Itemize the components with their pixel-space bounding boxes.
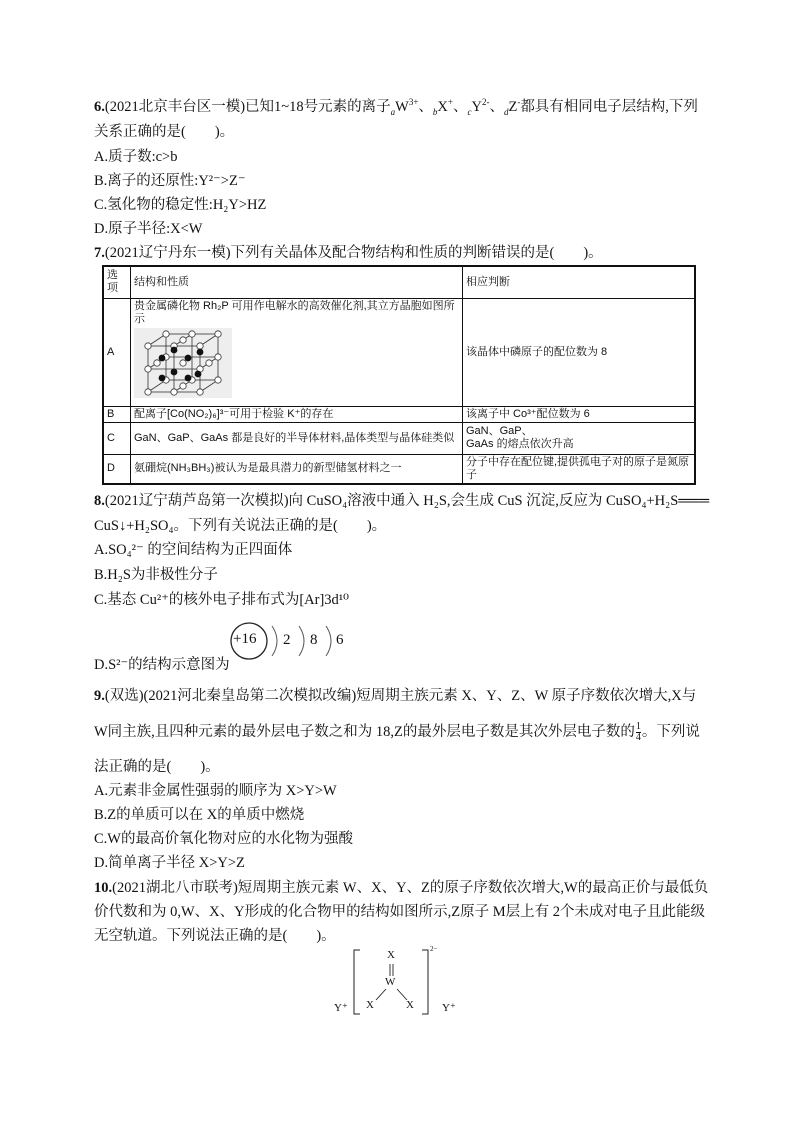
shell-3-electrons: 6 bbox=[336, 632, 344, 648]
atom-x-top: X bbox=[387, 949, 395, 961]
shell-1-electrons: 2 bbox=[283, 632, 291, 648]
q9-stem-line1: 9.(双选)(2021河北秦皇岛第二次模拟改编)短周期主族元素 X、Y、Z、W 原子序数依次增大,X与 bbox=[94, 688, 697, 704]
q9-stem-line3: 法正确的是( )。 bbox=[94, 759, 220, 775]
atom-x-left: X bbox=[366, 999, 374, 1011]
q10-stem-line2: 价代数和为 0,W、X、Y形成的化合物甲的结构如图所示,Z原子 M层上有 2个未成对电子且此能级 bbox=[94, 904, 706, 920]
q7-row-d bbox=[103, 454, 695, 484]
q7-row-b bbox=[103, 406, 695, 422]
q6-option-b: B.离子的还原性:Y²⁻>Z⁻ bbox=[94, 173, 246, 189]
atom-x-right: X bbox=[406, 999, 414, 1011]
q7-header-option: 选项 bbox=[103, 266, 131, 298]
q7-row-c-option: C bbox=[103, 422, 131, 454]
q7-row-c bbox=[103, 422, 695, 454]
q7-table bbox=[102, 265, 696, 485]
q9-stem-text: (双选)(2021河北秦皇岛第二次模拟改编)短周期主族元素 X、Y、Z、W 原子序数依次增大,X与 bbox=[104, 688, 697, 704]
q7-row-c-judgment: GaN、GaP、 GaAs 的熔点依次升高 bbox=[463, 422, 696, 454]
q6-stem-line2: 关系正确的是( )。 bbox=[94, 124, 235, 140]
q8-stem-text: (2021辽宁葫芦岛第一次模拟)向 CuSO₄溶液中通入 H₂S,会生成 CuS 沉淀,反应为 CuSO₄+H₂S═══ bbox=[104, 493, 710, 509]
q10-number: 10 bbox=[94, 880, 109, 896]
q9-stem-text-2: W同主族,且四种元素的最外层电子数之和为 18,Z的最外层电子数是其次外层电子数的 bbox=[94, 723, 635, 740]
anion-charge: 2− bbox=[430, 945, 438, 953]
q9-stem-line2 bbox=[94, 722, 700, 743]
q7-row-c-text: GaN、GaP、GaAs 都是良好的半导体材料,晶体类型与晶体硅类似 bbox=[131, 422, 463, 454]
q7-row-b-option: B bbox=[103, 406, 131, 422]
sulfide-ion-diagram bbox=[228, 618, 358, 664]
q7-row-a bbox=[103, 298, 695, 406]
q7-row-a-option: A bbox=[103, 298, 131, 406]
q6-number: 6 bbox=[94, 99, 102, 115]
q9-option-c: C.W的最高价氧化物对应的水化物为强酸 bbox=[94, 831, 353, 847]
fraction-numerator: 1 bbox=[635, 721, 641, 732]
nucleus-charge: +16 bbox=[233, 631, 257, 647]
q6-stem-text: (2021北京丰台区一模)已知1~18号元素的离子 bbox=[104, 99, 391, 115]
q7-row-d-judgment: 分子中存在配位键,提供孤电子对的原子是氮原子 bbox=[463, 454, 696, 484]
q7-row-a-text: 贵金属磷化物 Rh₂P 可用作电解水的高效催化剂,其立方晶胞如图所示 bbox=[134, 299, 455, 325]
q10-stem-line1: 10.(2021湖北八市联考)短周期主族元素 W、X、Y、Z的原子序数依次增大,W的最高正价与最低负 bbox=[94, 880, 709, 896]
q8-option-a: A.SO₄²⁻ 的空间结构为正四面体 bbox=[94, 542, 293, 558]
fraction-denominator: 4 bbox=[635, 732, 641, 743]
q8-option-c: C.基态 Cu²⁺的核外电子排布式为[Ar]3d¹⁰ bbox=[94, 592, 349, 608]
q8-number: 8 bbox=[94, 493, 102, 509]
q7-header-structure: 结构和性质 bbox=[131, 266, 463, 298]
cation-right: Y⁺ bbox=[442, 1002, 456, 1014]
q8-stem-line2: CuS↓+H₂SO₄。下列有关说法正确的是( )。 bbox=[94, 518, 387, 534]
cation-left: Y⁺ bbox=[334, 1002, 348, 1014]
q7-header-row bbox=[103, 266, 695, 298]
q9-option-d: D.简单离子半径 X>Y>Z bbox=[94, 855, 245, 871]
atom-w-center: W bbox=[385, 976, 396, 988]
compound-structure-diagram bbox=[330, 944, 470, 1020]
q7-row-b-text: 配离子[Co(NO₂)₆]³⁻可用于检验 K⁺的存在 bbox=[131, 406, 463, 422]
fraction-one-quarter bbox=[636, 722, 641, 743]
q7-row-a-judgment: 该晶体中磷原子的配位数为 8 bbox=[463, 298, 696, 406]
q7-stem: 7.(2021辽宁丹东一模)下列有关晶体及配合物结构和性质的判断错误的是( )。 bbox=[94, 245, 603, 261]
q9-number: 9 bbox=[94, 688, 102, 704]
q8-option-b: B.H₂S为非极性分子 bbox=[94, 567, 218, 583]
q7-row-d-text: 氨硼烷(NH₃BH₃)被认为是最具潜力的新型储氢材料之一 bbox=[131, 454, 463, 484]
q6-stem-line1: 6.(2021北京丰台区一模)已知1~18号元素的离子$_aW^{3+}$、$_b$X+、$_cY^{2-}$、$_d$Z-都具有相同电子层结构,下列 bbox=[94, 97, 698, 117]
q7-header-judgment: 相应判断 bbox=[463, 266, 696, 298]
q7-row-a-text-cell bbox=[131, 298, 463, 406]
q9-option-a: A.元素非金属性强弱的顺序为 X>Y>W bbox=[94, 783, 337, 799]
q6-option-d: D.原子半径:X<W bbox=[94, 221, 203, 237]
q10-stem-line3: 无空轨道。下列说法正确的是( )。 bbox=[94, 928, 336, 944]
q7-row-d-option: D bbox=[103, 454, 131, 484]
q10-stem-text: (2021湖北八市联考)短周期主族元素 W、X、Y、Z的原子序数依次增大,W的最高正价与最低负 bbox=[112, 880, 709, 896]
q8-option-d: D.S²⁻的结构示意图为 bbox=[94, 657, 230, 673]
q7-row-b-judgment: 该离子中 Co³⁺配位数为 6 bbox=[463, 406, 696, 422]
q6-option-a: A.质子数:c>b bbox=[94, 149, 178, 165]
q7-number: 7 bbox=[94, 245, 102, 261]
q9-option-b: B.Z的单质可以在 X的单质中燃烧 bbox=[94, 807, 305, 823]
q7-stem-text: (2021辽宁丹东一模)下列有关晶体及配合物结构和性质的判断错误的是( )。 bbox=[104, 245, 603, 261]
crystal-cell-figure bbox=[134, 328, 232, 398]
shell-2-electrons: 8 bbox=[310, 632, 318, 648]
q9-stem-text-3: 。下列说 bbox=[641, 723, 700, 740]
q8-stem-line1: 8.(2021辽宁葫芦岛第一次模拟)向 CuSO₄溶液中通入 H₂S,会生成 CuS 沉淀,反应为 CuSO₄+H₂S═══ bbox=[94, 493, 710, 509]
q6-option-c: C.氢化物的稳定性:H₂Y>HZ bbox=[94, 197, 267, 213]
